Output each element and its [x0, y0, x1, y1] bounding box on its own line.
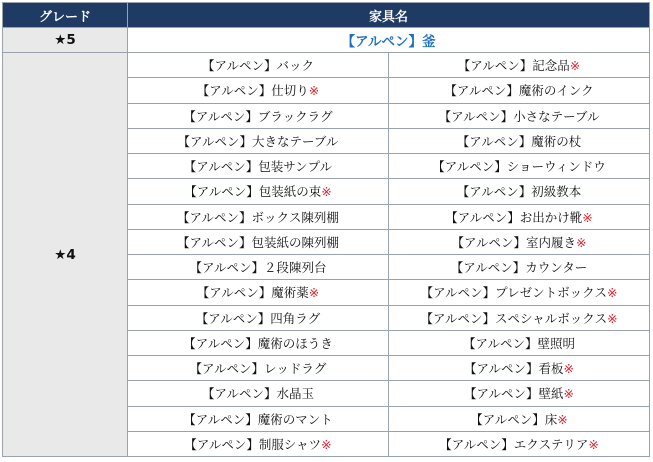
furniture-item-name: 【アルペン】看板 [464, 361, 564, 377]
furniture-item-name: 【アルペン】床 [470, 411, 558, 427]
furniture-item-name: 【アルペン】小さなテーブル [438, 108, 600, 124]
furniture-item-name: 【アルペン】エクステリア [439, 436, 589, 452]
furniture-item-cell [128, 431, 389, 456]
furniture-item-name: 【アルペン】四角ラグ [195, 310, 321, 326]
furniture-item-name: 【アルペン】包装紙の束 [184, 184, 322, 200]
note-mark: ※ [321, 184, 332, 200]
furniture-item-cell [389, 280, 650, 305]
furniture-item-cell [128, 356, 389, 381]
note-mark: ※ [308, 83, 320, 99]
furniture-item-cell [128, 330, 389, 355]
furniture-item-name: 【アルペン】室内履き [451, 234, 577, 250]
furniture-item-name: 【アルペン】カウンター [450, 260, 588, 276]
furniture-item-name: 【アルペン】記念品 [457, 58, 570, 74]
furniture-item-name: 【アルペン】壁照明 [463, 335, 576, 351]
furniture-item-name: 【アルペン】大きなテーブル [177, 133, 339, 149]
furniture-item-cell [128, 154, 389, 179]
furniture-item-cell [128, 255, 389, 280]
grade5-label: ★5 [3, 28, 128, 53]
note-mark: ※ [308, 285, 320, 301]
furniture-item-name: 【アルペン】ボックス陳列棚 [177, 209, 339, 225]
furniture-item-cell [389, 356, 650, 381]
furniture-item-cell [128, 204, 389, 229]
furniture-item-name: 【アルペン】２段陳列台 [189, 260, 327, 276]
note-mark: ※ [576, 234, 587, 250]
furniture-item-name: 【アルペン】魔術のマント [183, 411, 333, 427]
furniture-item-cell [128, 78, 389, 103]
note-mark: ※ [563, 361, 574, 377]
furniture-item-cell [389, 78, 650, 103]
furniture-item-name: 【アルペン】プレゼントボックス [420, 285, 607, 301]
note-mark: ※ [557, 411, 568, 427]
header-row [3, 3, 650, 28]
furniture-item-cell [389, 431, 650, 456]
note-mark: ※ [606, 285, 618, 301]
furniture-item-cell [128, 406, 389, 431]
furniture-item-cell [389, 330, 650, 355]
furniture-item-cell [389, 381, 650, 406]
furniture-item-cell [128, 229, 389, 254]
furniture-item-name: 【アルペン】壁紙 [464, 386, 564, 402]
furniture-item-name: 【アルペン】仕切り [196, 83, 309, 99]
note-mark: ※ [607, 310, 618, 326]
furniture-item-name: 【アルペン】ショーウィンドウ [432, 159, 606, 175]
header-grade: グレード [3, 3, 128, 28]
furniture-item-name: 【アルペン】魔術薬 [196, 285, 309, 301]
furniture-item-cell [128, 179, 389, 204]
furniture-item-name: 【アルペン】制服シャツ [184, 436, 322, 452]
furniture-item-cell [389, 128, 650, 153]
furniture-item-name: 【アルペン】初級教本 [456, 184, 582, 200]
furniture-item-cell [389, 229, 650, 254]
furniture-item-cell [128, 381, 389, 406]
furniture-item-cell [128, 128, 389, 153]
furniture-item-cell [389, 406, 650, 431]
furniture-item-cell [389, 305, 650, 330]
furniture-item-name: 【アルペン】包装紙の陳列棚 [176, 234, 339, 250]
furniture-item-cell [128, 103, 389, 128]
furniture-item-cell [389, 53, 650, 78]
furniture-item-name: 【アルペン】バック [201, 58, 314, 74]
grade5-item: 【アルペン】釜 [128, 28, 650, 53]
furniture-item-name: 【アルペン】魔術の杖 [456, 133, 582, 149]
furniture-item-cell [389, 204, 650, 229]
furniture-item-name: 【アルペン】お出かけ靴 [445, 209, 583, 225]
furniture-item-name: 【アルペン】魔術のインク [444, 83, 594, 99]
furniture-item-name: 【アルペン】レッドラグ [189, 361, 327, 377]
note-mark: ※ [588, 436, 599, 452]
grade4-label: ★4 [3, 53, 128, 457]
furniture-item-cell [389, 179, 650, 204]
note-mark: ※ [321, 436, 332, 452]
furniture-item-cell [128, 53, 389, 78]
furniture-item-cell [389, 154, 650, 179]
note-mark: ※ [563, 386, 574, 402]
furniture-item-name: 【アルペン】魔術のほうき [183, 335, 333, 351]
grade5-row [3, 28, 650, 53]
furniture-item-cell [128, 305, 389, 330]
furniture-item-cell [128, 280, 389, 305]
table-row [3, 53, 650, 78]
furniture-item-name: 【アルペン】スペシャルボックス [420, 310, 608, 326]
furniture-item-cell [389, 103, 650, 128]
furniture-item-name: 【アルペン】水晶玉 [201, 386, 314, 402]
furniture-item-name: 【アルペン】包装サンプル [183, 159, 333, 175]
note-mark: ※ [582, 209, 593, 225]
furniture-item-cell [389, 255, 650, 280]
furniture-grade-table [2, 2, 650, 457]
furniture-item-name: 【アルペン】ブラックラグ [183, 108, 333, 124]
header-furniture-name: 家具名 [128, 3, 650, 28]
note-mark: ※ [569, 58, 581, 74]
